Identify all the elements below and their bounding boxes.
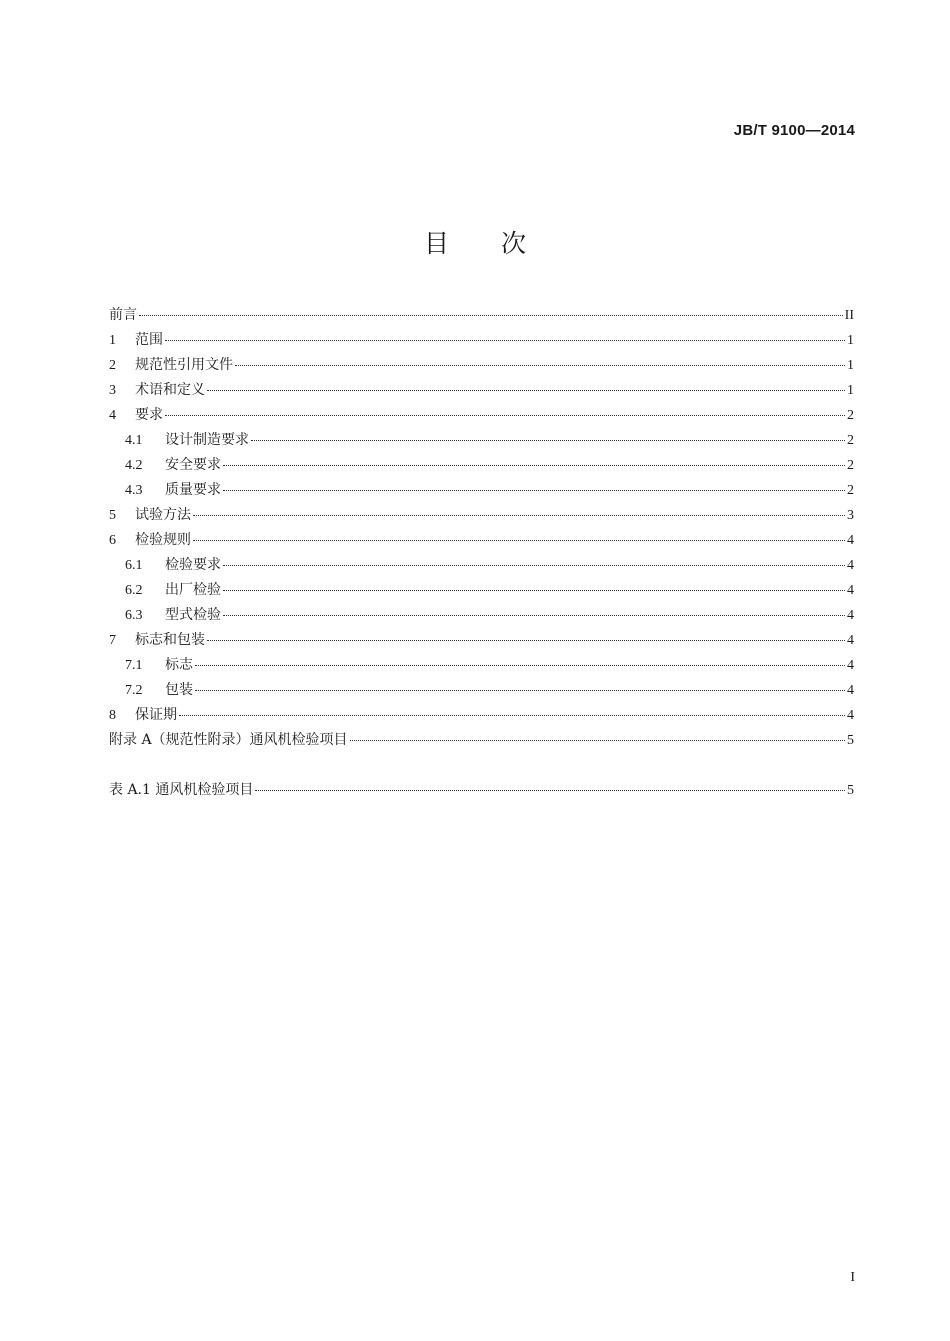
toc-entry-page: 4 [847, 683, 854, 698]
dot-leader [165, 340, 845, 341]
toc-entry-number: 3 [109, 383, 116, 398]
toc-entry-1[interactable] [109, 329, 854, 354]
toc-entry-number: 1 [109, 333, 116, 348]
toc-entry-page: 4 [847, 708, 854, 723]
dot-leader [223, 615, 845, 616]
toc-entry-label: 范围 [135, 332, 163, 348]
toc-entry-6-1[interactable] [109, 554, 854, 579]
toc-entry-number: 6.1 [125, 558, 143, 573]
toc-entry-6[interactable] [109, 529, 854, 554]
toc-entry-page: 2 [847, 433, 854, 448]
toc-entry-label: 标志和包装 [135, 632, 205, 648]
toc-entry-label: 检验要求 [165, 557, 221, 573]
toc-entry-label: 附录 A（规范性附录）通风机检验项目 [109, 732, 348, 748]
toc-entry-4-3[interactable] [109, 479, 854, 504]
toc-entry-number: 7.2 [125, 683, 143, 698]
dot-leader [207, 390, 845, 391]
dot-leader [223, 490, 845, 491]
dot-leader [223, 590, 845, 591]
dot-leader [165, 415, 845, 416]
toc-entry-4[interactable] [109, 404, 854, 429]
toc-entry-page: 2 [847, 458, 854, 473]
toc-entry-label: 包装 [165, 682, 193, 698]
toc-entry-8[interactable] [109, 704, 854, 729]
toc-entry-page: 1 [847, 383, 854, 398]
toc-entry-label: 术语和定义 [135, 382, 205, 398]
toc-entry-page: 4 [847, 533, 854, 548]
dot-leader [223, 565, 845, 566]
toc-entry-page: 2 [847, 408, 854, 423]
page-title: 目次 [423, 229, 578, 258]
toc-entry-table-a-1[interactable] [109, 779, 854, 804]
toc-entry-number: 5 [109, 508, 116, 523]
toc-entry-6-3[interactable] [109, 604, 854, 629]
toc-entry-label: 保证期 [135, 707, 177, 723]
toc-entry-2[interactable] [109, 354, 854, 379]
toc-entry-page: 4 [847, 608, 854, 623]
toc-entry-label: 表 A.1 通风机检验项目 [109, 782, 254, 798]
dot-leader [195, 690, 845, 691]
dot-leader [195, 665, 845, 666]
toc-entry-label: 标志 [165, 657, 193, 673]
dot-leader [193, 540, 845, 541]
toc-entry-label: 型式检验 [165, 607, 221, 623]
toc-entry-number: 7.1 [125, 658, 143, 673]
toc-entry-6-2[interactable] [109, 579, 854, 604]
toc-entry-label: 质量要求 [165, 482, 221, 498]
toc-entry-page: 3 [847, 508, 854, 523]
toc-entry-7[interactable] [109, 629, 854, 654]
toc-entry-label: 要求 [135, 407, 163, 423]
toc-entry-appendix-a[interactable] [109, 729, 854, 754]
dot-leader [207, 640, 845, 641]
toc-entry-page: 4 [847, 558, 854, 573]
page-number: I [850, 1270, 855, 1285]
toc-entry-label: 检验规则 [135, 532, 191, 548]
dot-leader [235, 365, 845, 366]
toc-entry-3[interactable] [109, 379, 854, 404]
toc-entry-number: 8 [109, 708, 116, 723]
toc-entry-5[interactable] [109, 504, 854, 529]
toc-entry-page: 5 [847, 783, 854, 798]
toc-entry-label: 试验方法 [135, 507, 191, 523]
dot-leader [179, 715, 845, 716]
toc-entry-page: 4 [847, 658, 854, 673]
toc-entry-number: 4 [109, 408, 116, 423]
toc-entry-number: 4.1 [125, 433, 143, 448]
toc-entry-label: 设计制造要求 [165, 432, 249, 448]
toc-entry-page: II [844, 308, 854, 323]
toc-entry-page: 5 [847, 733, 854, 748]
toc-entry-number: 2 [109, 358, 116, 373]
dot-leader [255, 790, 845, 791]
toc-entry-number: 4.3 [125, 483, 143, 498]
toc-entry-page: 4 [847, 583, 854, 598]
dot-leader [223, 465, 845, 466]
dot-leader [139, 315, 843, 316]
toc-entry-page: 4 [847, 633, 854, 648]
toc-entry-foreword[interactable] [109, 304, 854, 329]
toc-entry-page: 1 [847, 333, 854, 348]
table-of-contents [109, 304, 854, 804]
toc-entry-label: 前言 [109, 307, 137, 323]
toc-entry-7-2[interactable] [109, 679, 854, 704]
dot-leader [251, 440, 845, 441]
dot-leader [350, 740, 845, 741]
toc-entry-label: 规范性引用文件 [135, 357, 233, 373]
toc-entry-number: 6.3 [125, 608, 143, 623]
standard-code: JB/T 9100—2014 [733, 122, 855, 139]
dot-leader [193, 515, 845, 516]
toc-entry-number: 6.2 [125, 583, 143, 598]
toc-entry-number: 4.2 [125, 458, 143, 473]
toc-entry-7-1[interactable] [109, 654, 854, 679]
toc-entry-4-2[interactable] [109, 454, 854, 479]
toc-entry-label: 安全要求 [165, 457, 221, 473]
toc-entry-page: 1 [847, 358, 854, 373]
toc-entry-page: 2 [847, 483, 854, 498]
toc-entry-4-1[interactable] [109, 429, 854, 454]
toc-entry-number: 6 [109, 533, 116, 548]
toc-entry-number: 7 [109, 633, 116, 648]
toc-entry-label: 出厂检验 [165, 582, 221, 598]
